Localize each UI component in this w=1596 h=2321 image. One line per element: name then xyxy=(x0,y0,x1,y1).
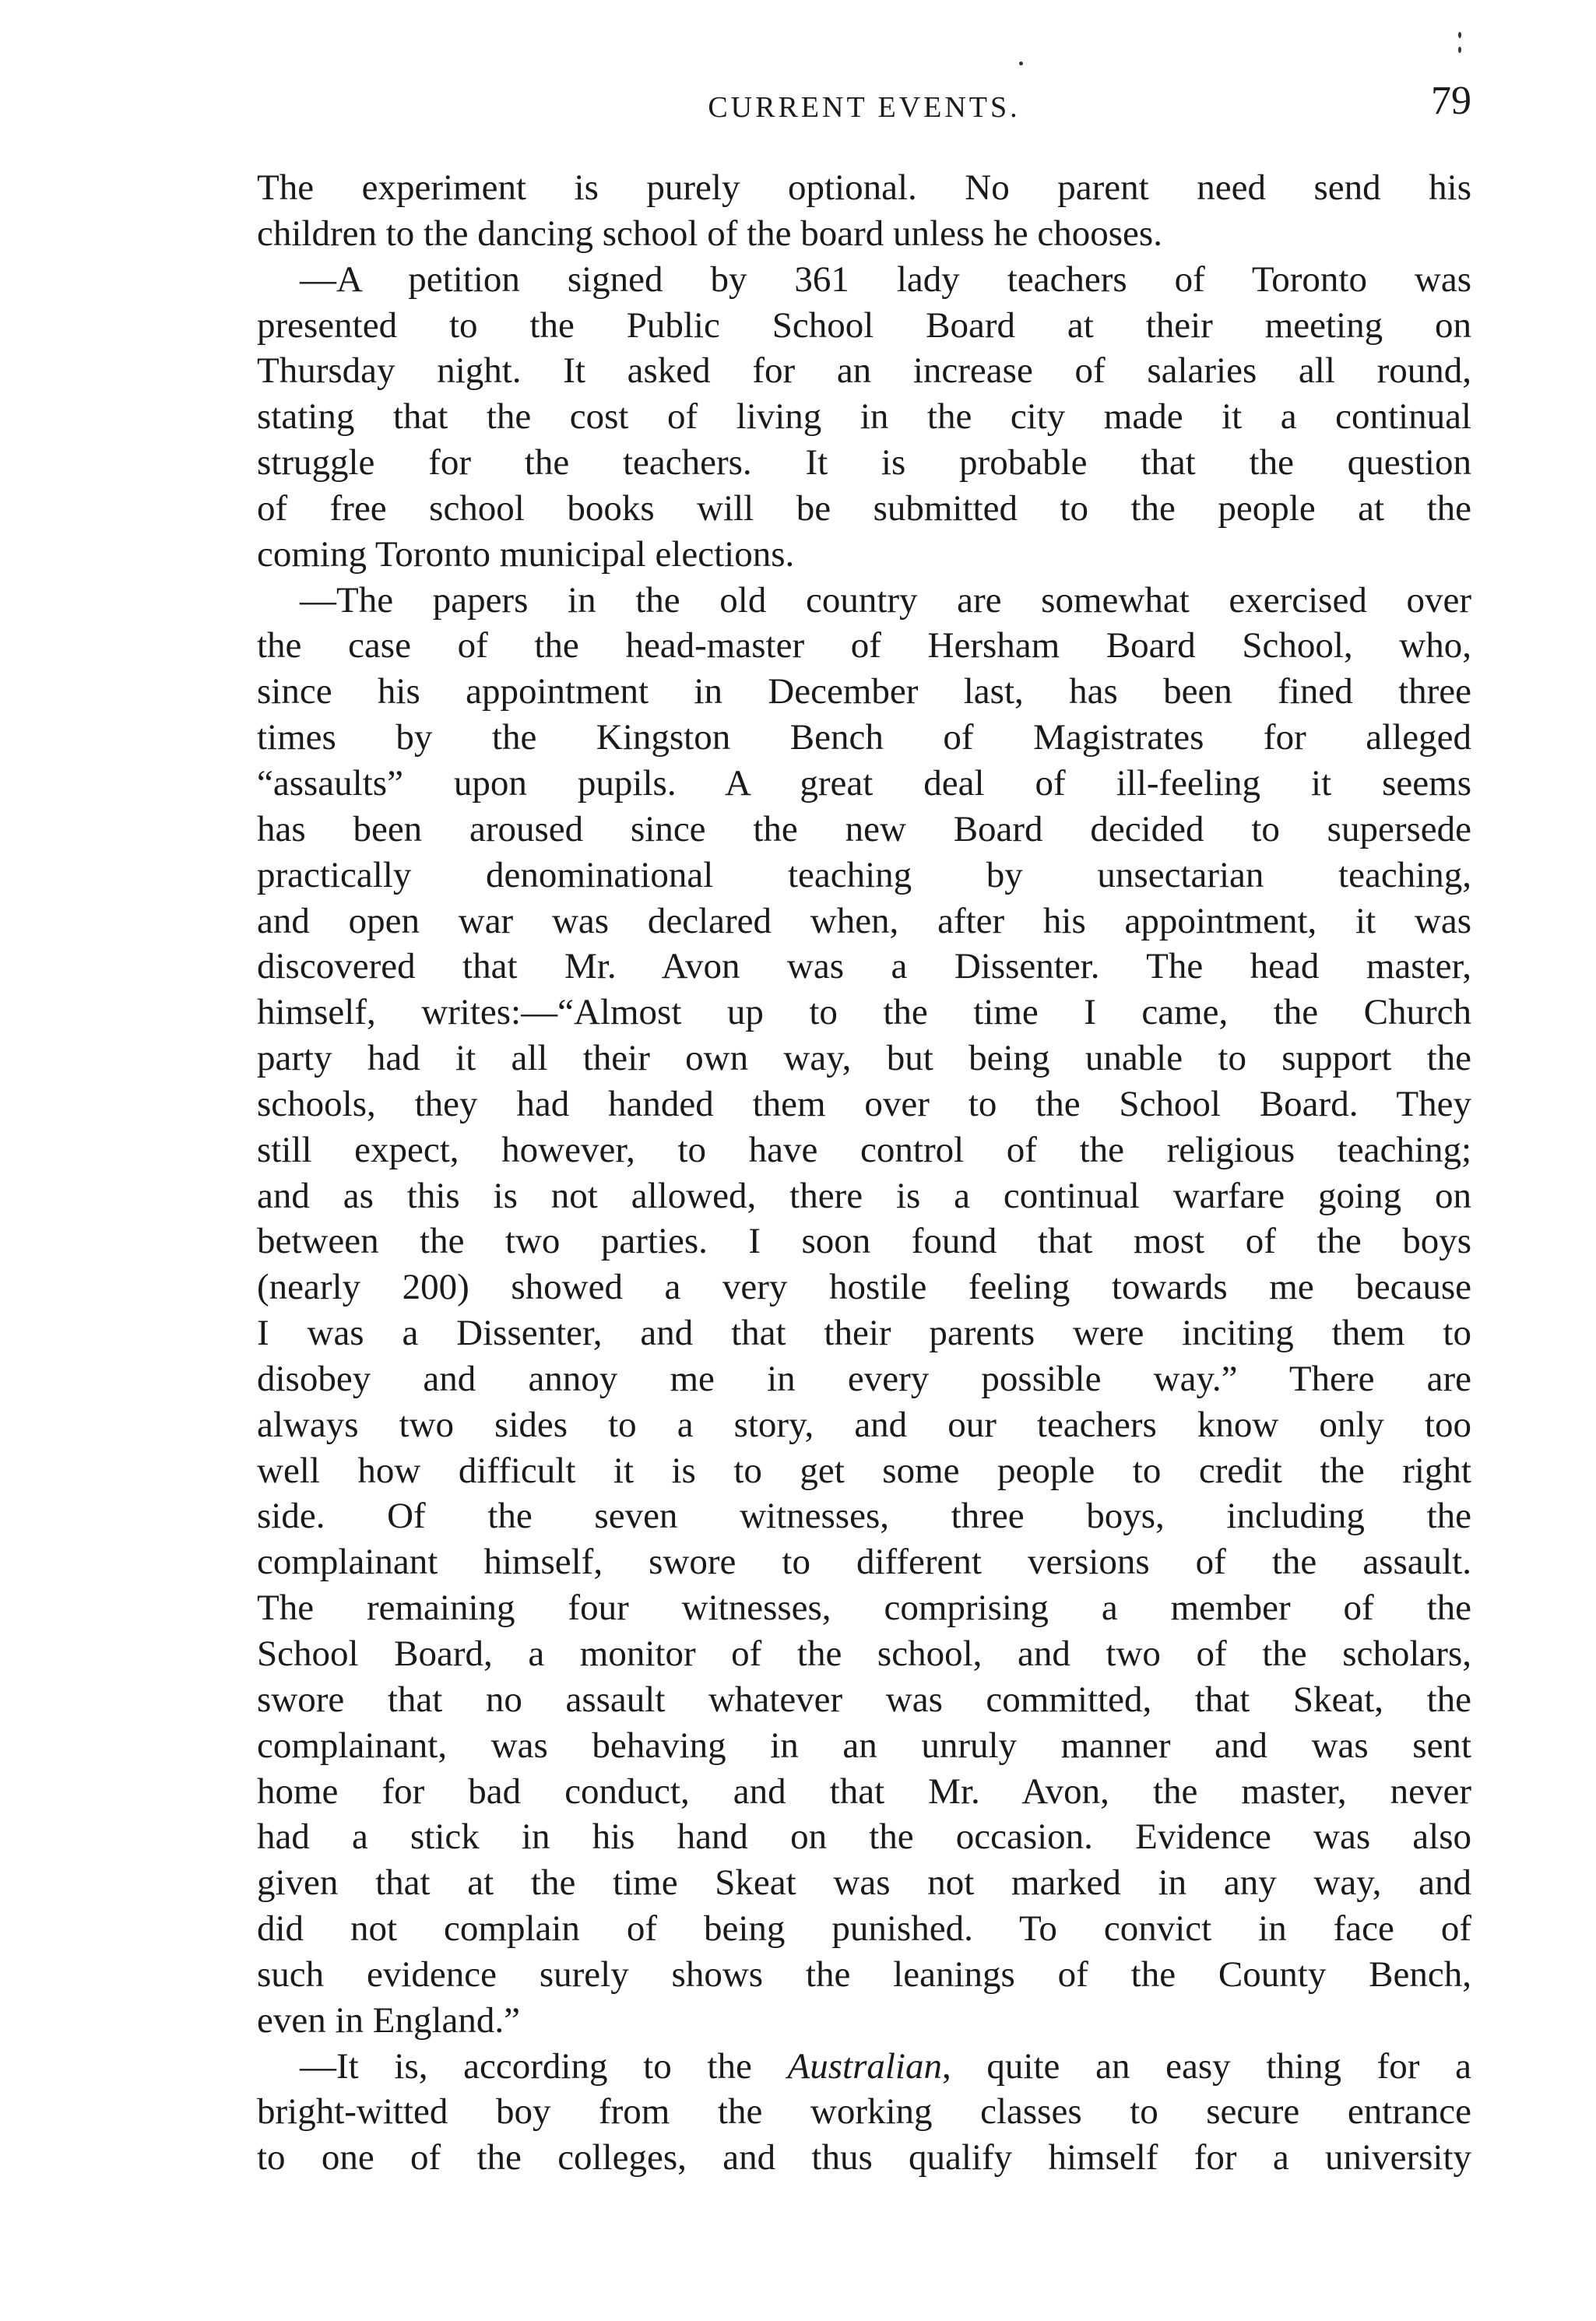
text-line: School Board, a monitor of the school, and two of the scholars, xyxy=(257,1633,1471,1674)
text-line: and as this is not allowed, there is a continual warfare going on xyxy=(257,1175,1471,1216)
text-line: had a stick in his hand on the occasion. Evidence was also xyxy=(257,1816,1471,1858)
text-line: bright-witted boy from the working classes to secure entrance xyxy=(257,2091,1471,2133)
page-number: 79 xyxy=(1431,79,1471,123)
text-line-with-italic xyxy=(257,2044,1471,2090)
text-line: The remaining four witnesses, comprising a member of the xyxy=(257,1588,1471,1629)
print-speck xyxy=(1458,47,1461,53)
text-line: stating that the cost of living in the city made it a continual xyxy=(257,396,1471,438)
text-line: himself, writes:—“Almost up to the time I came, the Church xyxy=(257,992,1471,1033)
text-line: and open war was declared when, after his appointment, it was xyxy=(257,900,1471,941)
line-lead: —It is, according to the xyxy=(300,2045,788,2087)
text-line: complainant himself, swore to different versions of the assault. xyxy=(257,1542,1471,1583)
text-line: side. Of the seven witnesses, three boys, including the xyxy=(257,1496,1471,1537)
text-line: Thursday night. It asked for an increase of salaries all round, xyxy=(257,350,1471,392)
text-line: well how difficult it is to get some people to credit the right xyxy=(257,1450,1471,1491)
text-line: struggle for the teachers. It is probable that the question xyxy=(257,442,1471,484)
running-head xyxy=(257,78,1471,132)
text-line: of free school books will be submitted to the people at the xyxy=(257,487,1471,529)
print-speck xyxy=(1019,62,1023,65)
italic-title-australian: Australian xyxy=(787,2045,942,2087)
text-line: since his appointment in December last, has been fined three xyxy=(257,671,1471,712)
text-line: schools, they had handed them over to the School Board. They xyxy=(257,1083,1471,1124)
text-line: even in England.” xyxy=(257,1999,521,2041)
text-line: “assaults” upon pupils. A great deal of ill-feeling it seems xyxy=(257,762,1471,804)
text-line: between the two parties. I soon found that most of the boys xyxy=(257,1221,1471,1262)
text-line: such evidence surely shows the leanings of the County Bench, xyxy=(257,1954,1471,1995)
text-line: still expect, however, to have control of the religious teaching; xyxy=(257,1129,1471,1170)
print-speck xyxy=(1458,32,1461,38)
text-line: times by the Kingston Bench of Magistrates for alleged xyxy=(257,717,1471,758)
text-line: —The papers in the old country are somewhat exercised over xyxy=(300,579,1471,621)
text-line: complainant, was behaving in an unruly manner and was sent xyxy=(257,1725,1471,1766)
text-line: (nearly 200) showed a very hostile feeling towards me because xyxy=(257,1267,1471,1308)
text-line: given that at the time Skeat was not marked in any way, and xyxy=(257,1862,1471,1904)
text-line: The experiment is purely optional. No parent need send his xyxy=(257,167,1471,208)
text-line: the case of the head-master of Hersham Board School, who, xyxy=(257,625,1471,666)
text-line: practically denominational teaching by unsectarian teaching, xyxy=(257,854,1471,895)
text-line: discovered that Mr. Avon was a Dissenter. The head master, xyxy=(257,946,1471,987)
text-line: has been aroused since the new Board decided to supersede xyxy=(257,808,1471,849)
text-line: presented to the Public School Board at their meeting on xyxy=(257,304,1471,346)
text-line: did not complain of being punished. To convict in face of xyxy=(257,1908,1471,1950)
text-line: always two sides to a story, and our teachers know only too xyxy=(257,1404,1471,1445)
text-line: coming Toronto municipal elections. xyxy=(257,533,795,575)
line-tail: , quite an easy thing for a xyxy=(941,2045,1471,2087)
text-line: disobey and annoy me in every possible way.” There are xyxy=(257,1358,1471,1399)
text-line: home for bad conduct, and that Mr. Avon, the master, never xyxy=(257,1771,1471,1812)
text-line: to one of the colleges, and thus qualify himself for a university xyxy=(257,2137,1471,2179)
text-line: children to the dancing school of the board unless he chooses. xyxy=(257,213,1162,254)
article-body xyxy=(257,165,1471,2181)
text-line: —A petition signed by 361 lady teachers of Toronto was xyxy=(300,258,1471,300)
text-line: swore that no assault whatever was committed, that Skeat, the xyxy=(257,1679,1471,1720)
running-title: CURRENT EVENTS. xyxy=(708,91,1021,124)
text-line: party had it all their own way, but being unable to support the xyxy=(257,1038,1471,1079)
text-line: I was a Dissenter, and that their parents were inciting them to xyxy=(257,1313,1471,1354)
